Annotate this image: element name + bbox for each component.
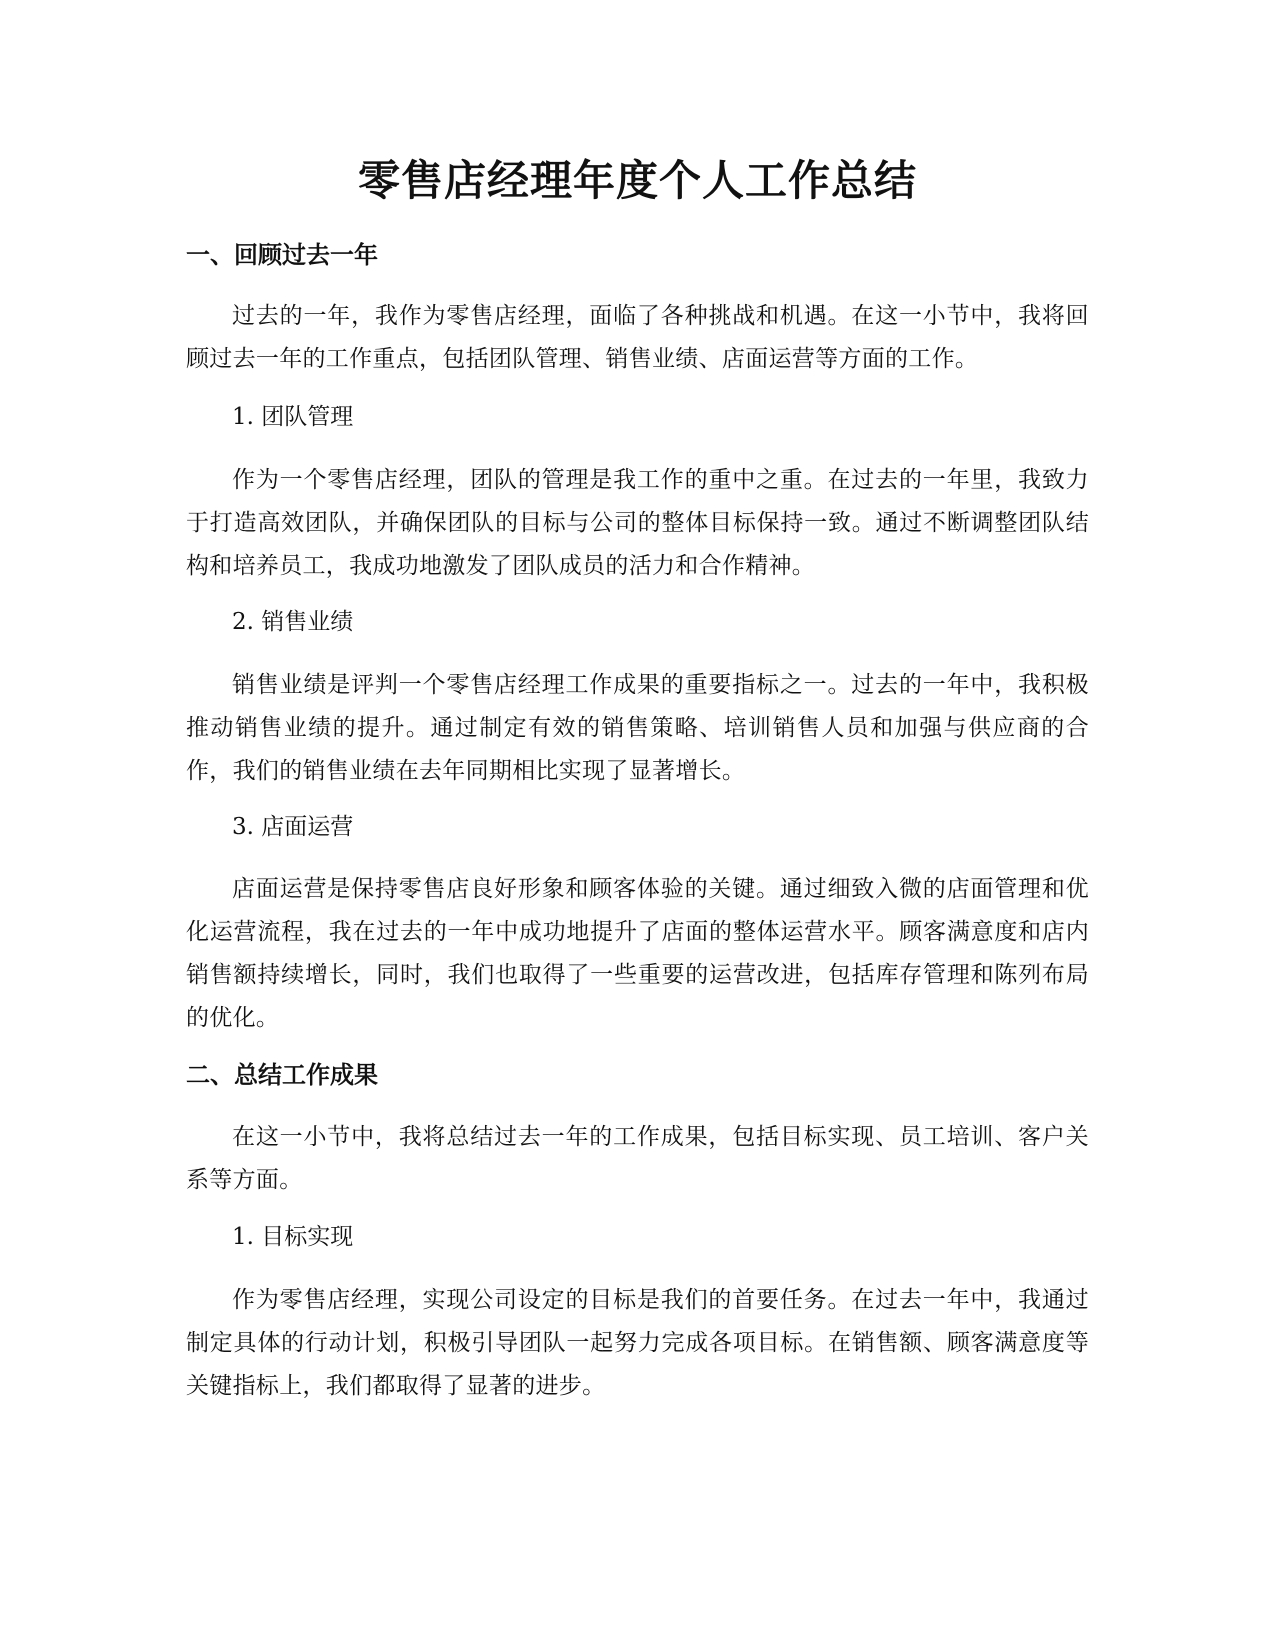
section-heading-review: 一、回顾过去一年	[186, 241, 378, 269]
section-intro-review: 过去的一年，我作为零售店经理，面临了各种挑战和机遇。在这一小节中，我将回顾过去一年的工作重点，包括团队管理、销售业绩、店面运营等方面的工作。	[186, 303, 1089, 372]
subheading-goal-achievement: 1. 目标实现	[232, 1224, 354, 1250]
paragraph-sales-performance: 销售业绩是评判一个零售店经理工作成果的重要指标之一。过去的一年中，我积极推动销售业绩的提升。通过制定有效的销售策略、培训销售人员和加强与供应商的合作，我们的销售业绩在去年同期相比实现了显著增长。	[186, 672, 1089, 784]
section-heading-summary: 二、总结工作成果	[186, 1061, 378, 1089]
subheading-store-operations: 3. 店面运营	[232, 814, 354, 840]
document-title: 零售店经理年度个人工作总结	[357, 156, 917, 205]
paragraph-team-management: 作为一个零售店经理，团队的管理是我工作的重中之重。在过去的一年里，我致力于打造高效团队，并确保团队的目标与公司的整体目标保持一致。通过不断调整团队结构和培养员工，我成功地激发了团队成员的活力和合作精神。	[186, 467, 1089, 579]
paragraph-store-operations: 店面运营是保持零售店良好形象和顾客体验的关键。通过细致入微的店面管理和优化运营流程，我在过去的一年中成功地提升了店面的整体运营水平。顾客满意度和店内销售额持续增长，同时，我们也取得了一些重要的运营改进，包括库存管理和陈列布局的优化。	[186, 876, 1089, 1031]
section-intro-summary: 在这一小节中，我将总结过去一年的工作成果，包括目标实现、员工培训、客户关系等方面。	[186, 1124, 1089, 1193]
subheading-sales-performance: 2. 销售业绩	[232, 609, 354, 635]
subheading-team-management: 1. 团队管理	[232, 404, 354, 430]
paragraph-goal-achievement: 作为零售店经理，实现公司设定的目标是我们的首要任务。在过去一年中，我通过制定具体的行动计划，积极引导团队一起努力完成各项目标。在销售额、顾客满意度等关键指标上，我们都取得了显著的进步。	[186, 1287, 1089, 1399]
